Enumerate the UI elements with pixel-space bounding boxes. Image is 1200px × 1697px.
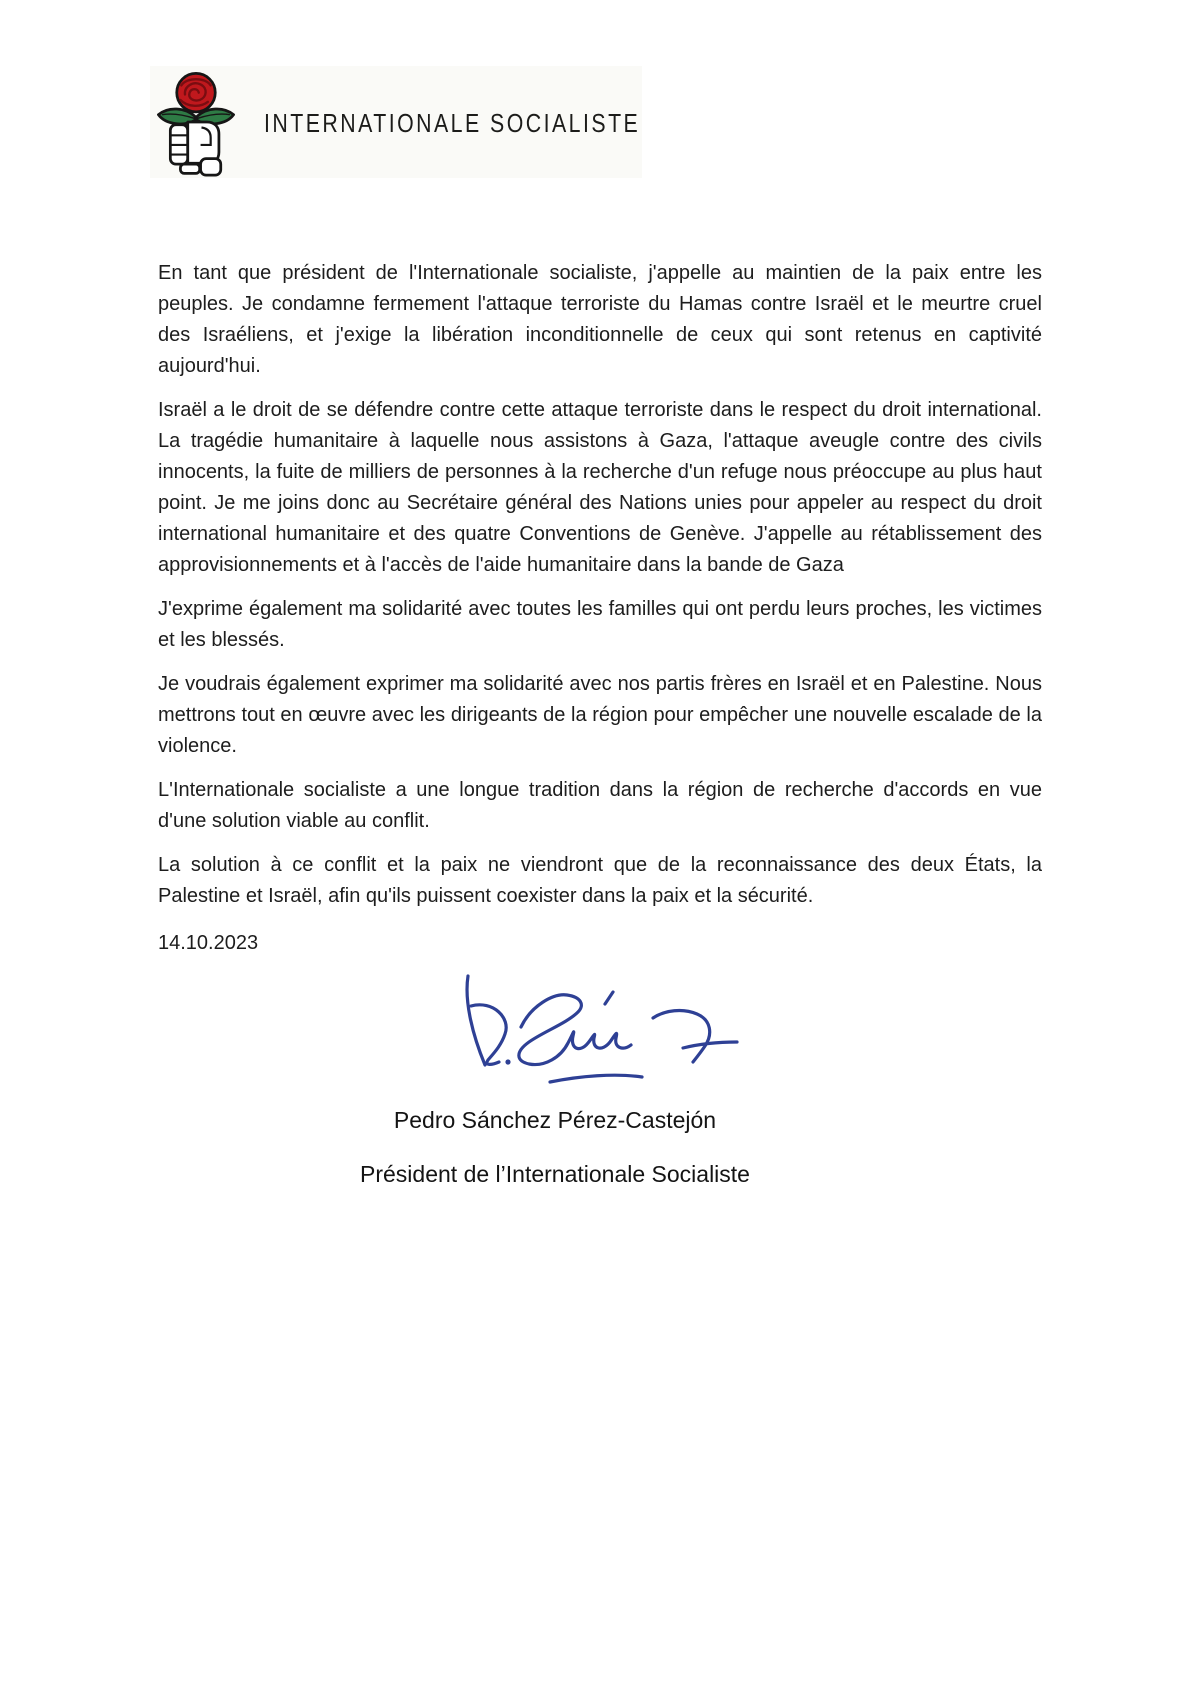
paragraph-1: En tant que président de l'Internationale socialiste, j'appelle au maintien de la paix entre les peuples. Je condamne fermement l'attaque terroriste du Hamas contre Israël et le meurtre cruel des Israéliens, et j'exige la libération inconditionnelle de ceux qui sont retenus en captivité aujourd'hui. [158, 262, 1042, 377]
organization-wordmark: INTERNATIONALE SOCIALISTE [264, 107, 641, 138]
paragraph-5: L'Internationale socialiste a une longue tradition dans la région de recherche d'accords en vue d'une solution viable au conflit. [158, 779, 1042, 832]
paragraph-4: Je voudrais également exprimer ma solidarité avec nos partis frères en Israël et en Palestine. Nous mettrons tout en œuvre avec les dirigeants de la région pour empêcher une nouvelle escalade de la violence. [158, 673, 1042, 757]
fist-and-rose-logo [150, 67, 242, 177]
paragraph-2: Israël a le droit de se défendre contre cette attaque terroriste dans le respect du droit international. La tragédie humanitaire à laquelle nous assistons à Gaza, l'attaque aveugle contre des civils innocents, la fuite de milliers de personnes à la recherche d'un refuge nous préoccupe au plus haut point. Je me joins donc au Secrétaire général des Nations unies pour appeler au respect du droit international humanitaire et des quatre Conventions de Genève. J'appelle au rétablissement des approvisionnements et à l'accès de l'aide humanitaire dans la bande de Gaza [158, 399, 1042, 576]
signer-name: Pedro Sánchez Pérez-Castejón [393, 1107, 717, 1133]
letter-body [158, 258, 1042, 1188]
paragraph-6: La solution à ce conflit et la paix ne viendront que de la reconnaissance des deux États, la Palestine et Israël, afin qu'ils puissent coexister dans la paix et la sécurité. [158, 854, 1042, 907]
handwritten-signature [455, 972, 755, 1092]
paragraph-3: J'exprime également ma solidarité avec toutes les familles qui ont perdu leurs proches, les victimes et les blessés. [158, 598, 1042, 651]
letter-date: 14.10.2023 [158, 932, 259, 954]
signer-title: Président de l’Internationale Socialiste [360, 1161, 750, 1187]
organization-header [150, 66, 642, 178]
